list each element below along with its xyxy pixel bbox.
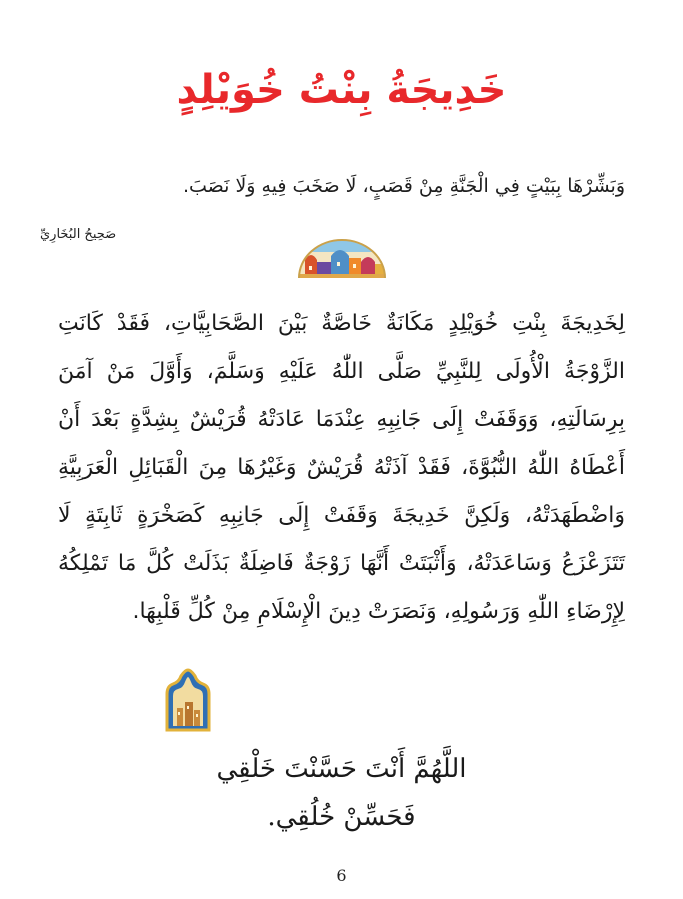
prayer-block — [150, 745, 533, 841]
mosque-window-icon — [163, 668, 213, 732]
city-skyline-arch-icon — [297, 238, 387, 278]
page-title: خَدِيجَةُ بِنْتُ خُوَيْلِدٍ — [176, 67, 507, 113]
hadith-quote: وَبَشِّرْهَا بِبَيْتٍ فِي الْجَنَّةِ مِنْ قَصَبٍ، لَا صَخَبَ فِيهِ وَلَا نَصَبَ. — [182, 175, 625, 197]
hadith-source: صَحِيحُ البُخَارِيِّ — [40, 227, 117, 242]
prayer-line-1: اللَّهُمَّ أَنْتَ حَسَّنْتَ خَلْقِي — [216, 754, 467, 784]
prayer-line-2: فَحَسِّنْ خُلُقِي. — [267, 802, 416, 832]
page-number: 6 — [336, 866, 347, 885]
main-paragraph: لِخَدِيجَةَ بِنْتِ خُوَيْلِدٍ مَكَانَةٌ خَاصَّةٌ بَيْنَ الصَّحَابِيَّاتِ، فَقَدْ كَانَتِ الزَّوْجَةُ الْأُولَى لِلنَّبِيِّ صَلَّى اللّٰهُ عَلَيْهِ وَسَلَّمَ، وَأَوَّلَ مَنْ آمَنَ بِرِسَالَتِهِ، وَوَقَفَتْ إِلَى جَانِبِهِ عِنْدَمَا عَادَتْهُ قُرَيْشٌ بِشِدَّةٍ بَعْدَ أَنْ أَعْطَاهُ اللّٰهُ النُّبُوَّةَ، فَقَدْ آذَتْهُ قُرَيْشٌ وَغَيْرُهَا مِنَ الْقَبَائِلِ الْعَرَبِيَّةِ وَاضْطَهَدَتْهُ، وَلَكِنَّ خَدِيجَةَ وَقَفَتْ إِلَى جَانِبِهِ كَصَخْرَةٍ ثَابِتَةٍ لَا تَتَزَعْزَعُ وَسَاعَدَتْهُ، وَأَثْبَتَتْ أَنَّهَا زَوْجَةٌ فَاضِلَةٌ بَذَلَتْ كُلَّ مَا تَمْلِكُهُ لِإِرْضَاءِ اللّٰهِ وَرَسُولِهِ، وَنَصَرَتْ دِينَ الْإِسْلَامِ مِنْ كُلِّ قَلْبِهَا. — [58, 311, 625, 624]
